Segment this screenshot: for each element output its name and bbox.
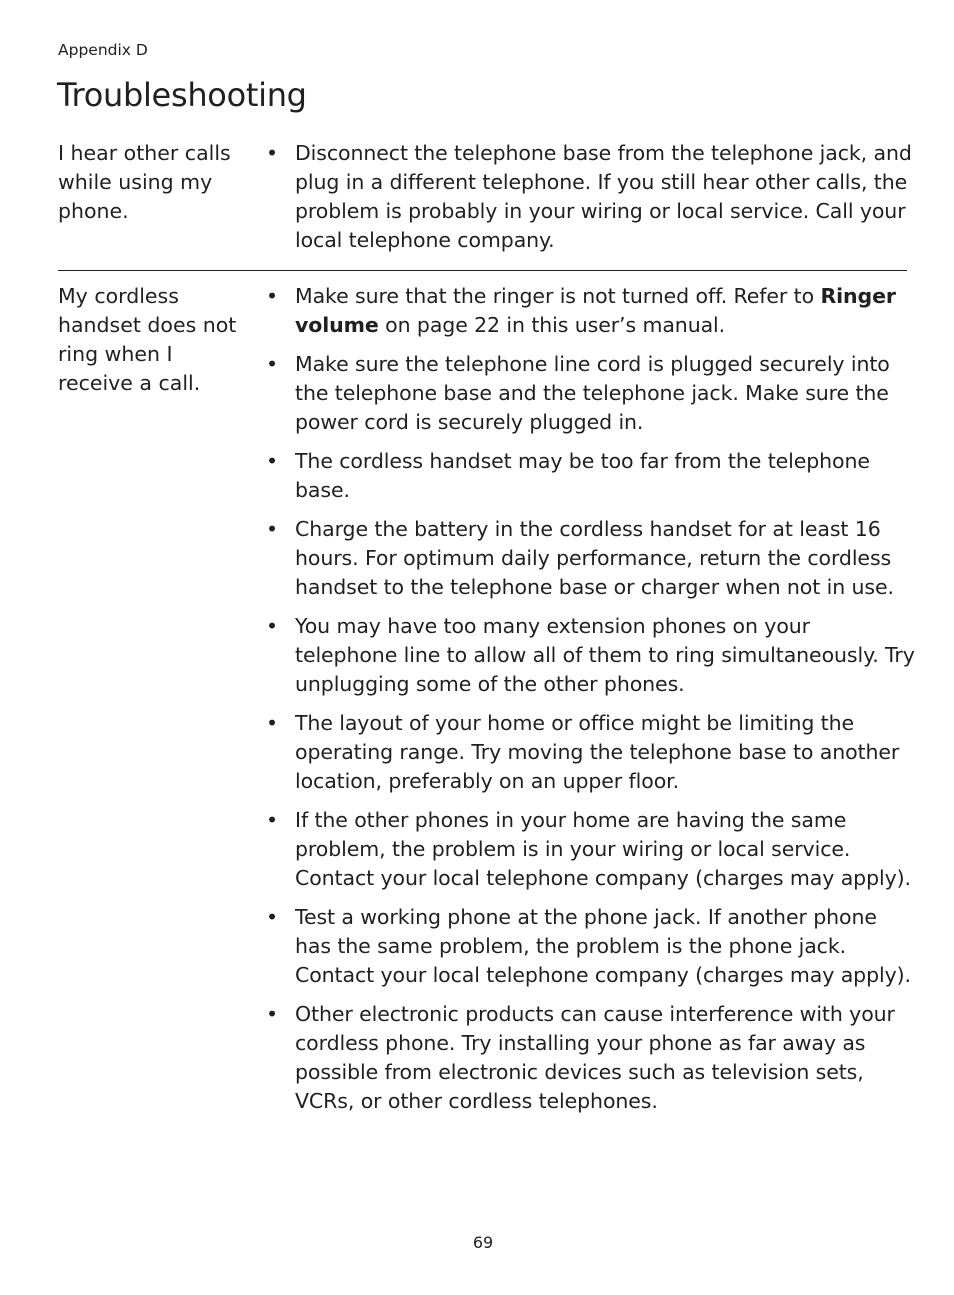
solution-text: If the other phones in your home are having the same problem, the problem is in your wiring or local service. Contact your local telephone company (charges may apply). bbox=[295, 808, 911, 890]
problem-text: My cordless handset does not ring when I receive a call. bbox=[58, 284, 237, 395]
solution-text: Test a working phone at the phone jack. If another phone has the same problem, the problem is the phone jack. Contact your local telephone company (charges may apply). bbox=[295, 905, 911, 987]
bullet-icon: • bbox=[266, 711, 278, 735]
solution-item bbox=[265, 806, 915, 893]
bullet-icon: • bbox=[266, 1002, 278, 1026]
solution-text: Charge the battery in the cordless handset for at least 16 hours. For optimum daily performance, return the cordless handset to the telephone base or charger when not in use. bbox=[295, 517, 894, 599]
bullet-icon: • bbox=[266, 808, 278, 832]
solution-list bbox=[265, 139, 915, 265]
ringer-volume-reference: Ringer volume bbox=[295, 284, 896, 337]
solution-item bbox=[265, 903, 915, 990]
bullet-icon: • bbox=[266, 614, 278, 638]
solution-item bbox=[265, 515, 915, 602]
solution-item bbox=[265, 282, 915, 340]
page-title: Troubleshooting bbox=[57, 76, 307, 114]
row-divider bbox=[58, 270, 907, 271]
solution-text: Make sure the telephone line cord is plugged securely into the telephone base and the telephone jack. Make sure the power cord is securely plugged in. bbox=[295, 352, 890, 434]
solution-item bbox=[265, 709, 915, 796]
solution-item bbox=[265, 447, 915, 505]
bullet-icon: • bbox=[266, 352, 278, 376]
solution-item bbox=[265, 1000, 915, 1116]
problem-text: I hear other calls while using my phone. bbox=[58, 141, 231, 223]
bullet-icon: • bbox=[266, 284, 278, 308]
solution-text: Disconnect the telephone base from the telephone jack, and plug in a different telephone. If you still hear other calls, the problem is probably in your wiring or local service. Call your local telephone company. bbox=[295, 141, 912, 252]
bullet-icon: • bbox=[266, 449, 278, 473]
bullet-icon: • bbox=[266, 517, 278, 541]
page-number: 69 bbox=[472, 1233, 494, 1252]
solution-list bbox=[265, 282, 915, 1126]
solution-text-before: Make sure that the ringer is not turned off. Refer to bbox=[295, 284, 821, 308]
solution-text: You may have too many extension phones on your telephone line to allow all of them to ring simultaneously. Try unplugging some of the other phones. bbox=[295, 614, 915, 696]
solution-text-after: on page 22 in this user’s manual. bbox=[378, 313, 726, 337]
solution-item bbox=[265, 139, 915, 255]
bullet-icon: • bbox=[266, 905, 278, 929]
appendix-label: Appendix D bbox=[58, 41, 148, 59]
solution-item bbox=[265, 350, 915, 437]
solution-text: The cordless handset may be too far from the telephone base. bbox=[295, 449, 870, 502]
solution-text: The layout of your home or office might be limiting the operating range. Try moving the telephone base to another location, preferably on an upper floor. bbox=[295, 711, 900, 793]
solution-text: Other electronic products can cause interference with your cordless phone. Try installing your phone as far away as possible from electronic devices such as television sets, VCRs, or other cordless telephones. bbox=[295, 1002, 895, 1113]
bullet-icon: • bbox=[266, 141, 278, 165]
solution-item bbox=[265, 612, 915, 699]
